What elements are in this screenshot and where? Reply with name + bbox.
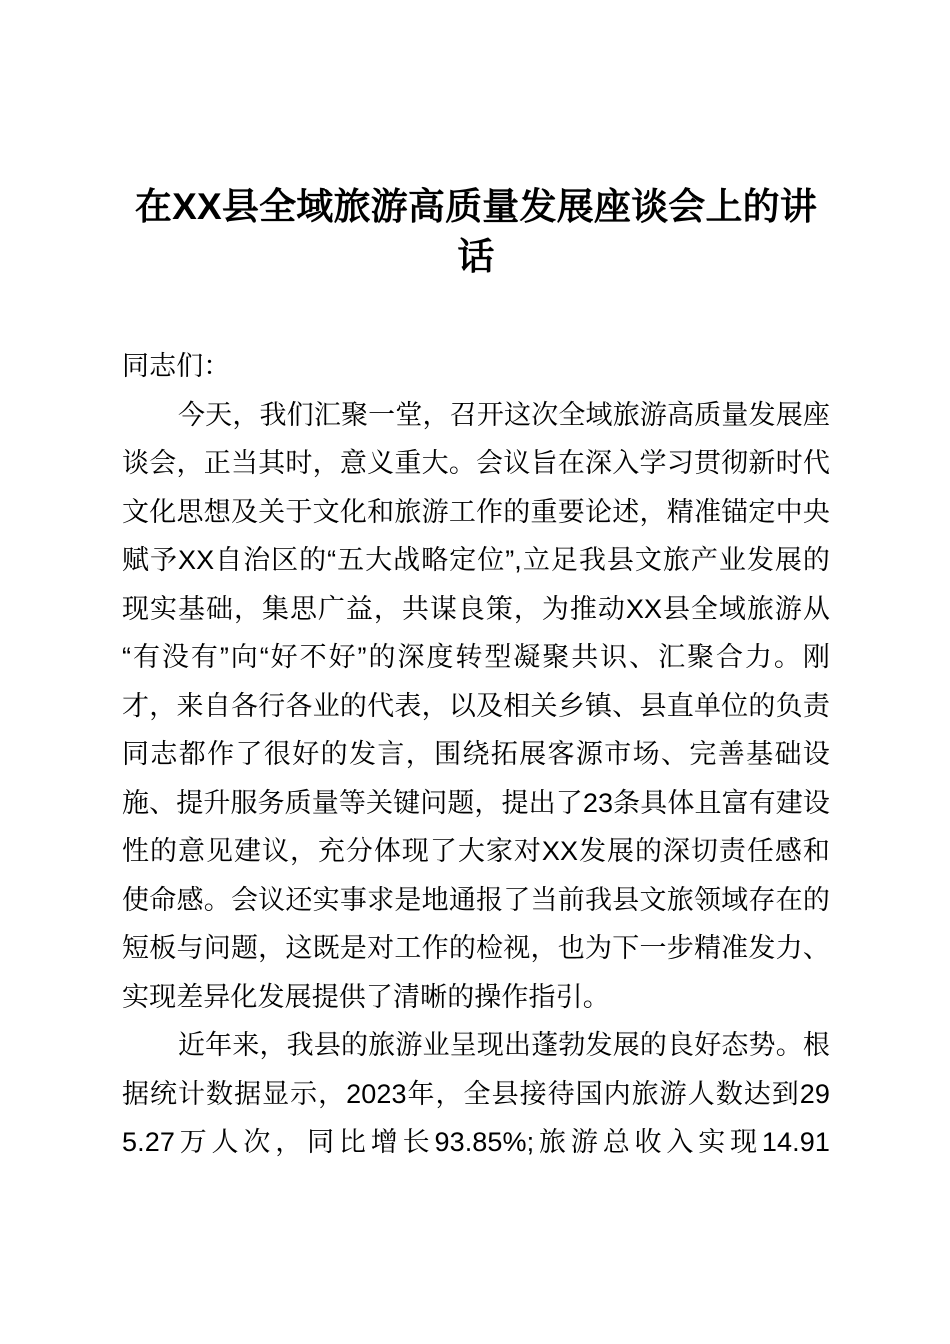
page-content-area (122, 0, 830, 1167)
body-paragraph-1: 今天，我们汇聚一堂，召开这次全域旅游高质量发展座谈会，正当其时，意义重大。会议旨在深入学习贯彻新时代文化思想及关于文化和旅游工作的重要论述，精准锚定中央赋予XX自治区的“五大战略定位”,立足我县文旅产业发展的现实基础，集思广益，共谋良策，为推动XX县全域旅游从“有没有”向“好不好”的深度转型凝聚共识、汇聚合力。刚才，来自各行各业的代表，以及相关乡镇、县直单位的负责同志都作了很好的发言，围绕拓展客源市场、完善基础设施、提升服务质量等关键问题，提出了23条具体且富有建设性的意见建议，充分体现了大家对XX发展的深切责任感和使命感。会议还实事求是地通报了当前我县文旅领域存在的短板与问题，这既是对工作的检视，也为下一步精准发力、实现差异化发展提供了清晰的操作指引。 (122, 399, 830, 1012)
page-title: 在XX县全域旅游高质量发展座谈会上的讲话 (134, 186, 818, 277)
salutation: 同志们： (122, 351, 231, 381)
body-paragraph-2: 近年来，我县的旅游业呈现出蓬勃发展的良好态势。根据统计数据显示，2023年，全县接待国内旅游人数达到295.27万人次，同比增长93.85%;旅游总收入实现14.91 (122, 1030, 830, 1157)
